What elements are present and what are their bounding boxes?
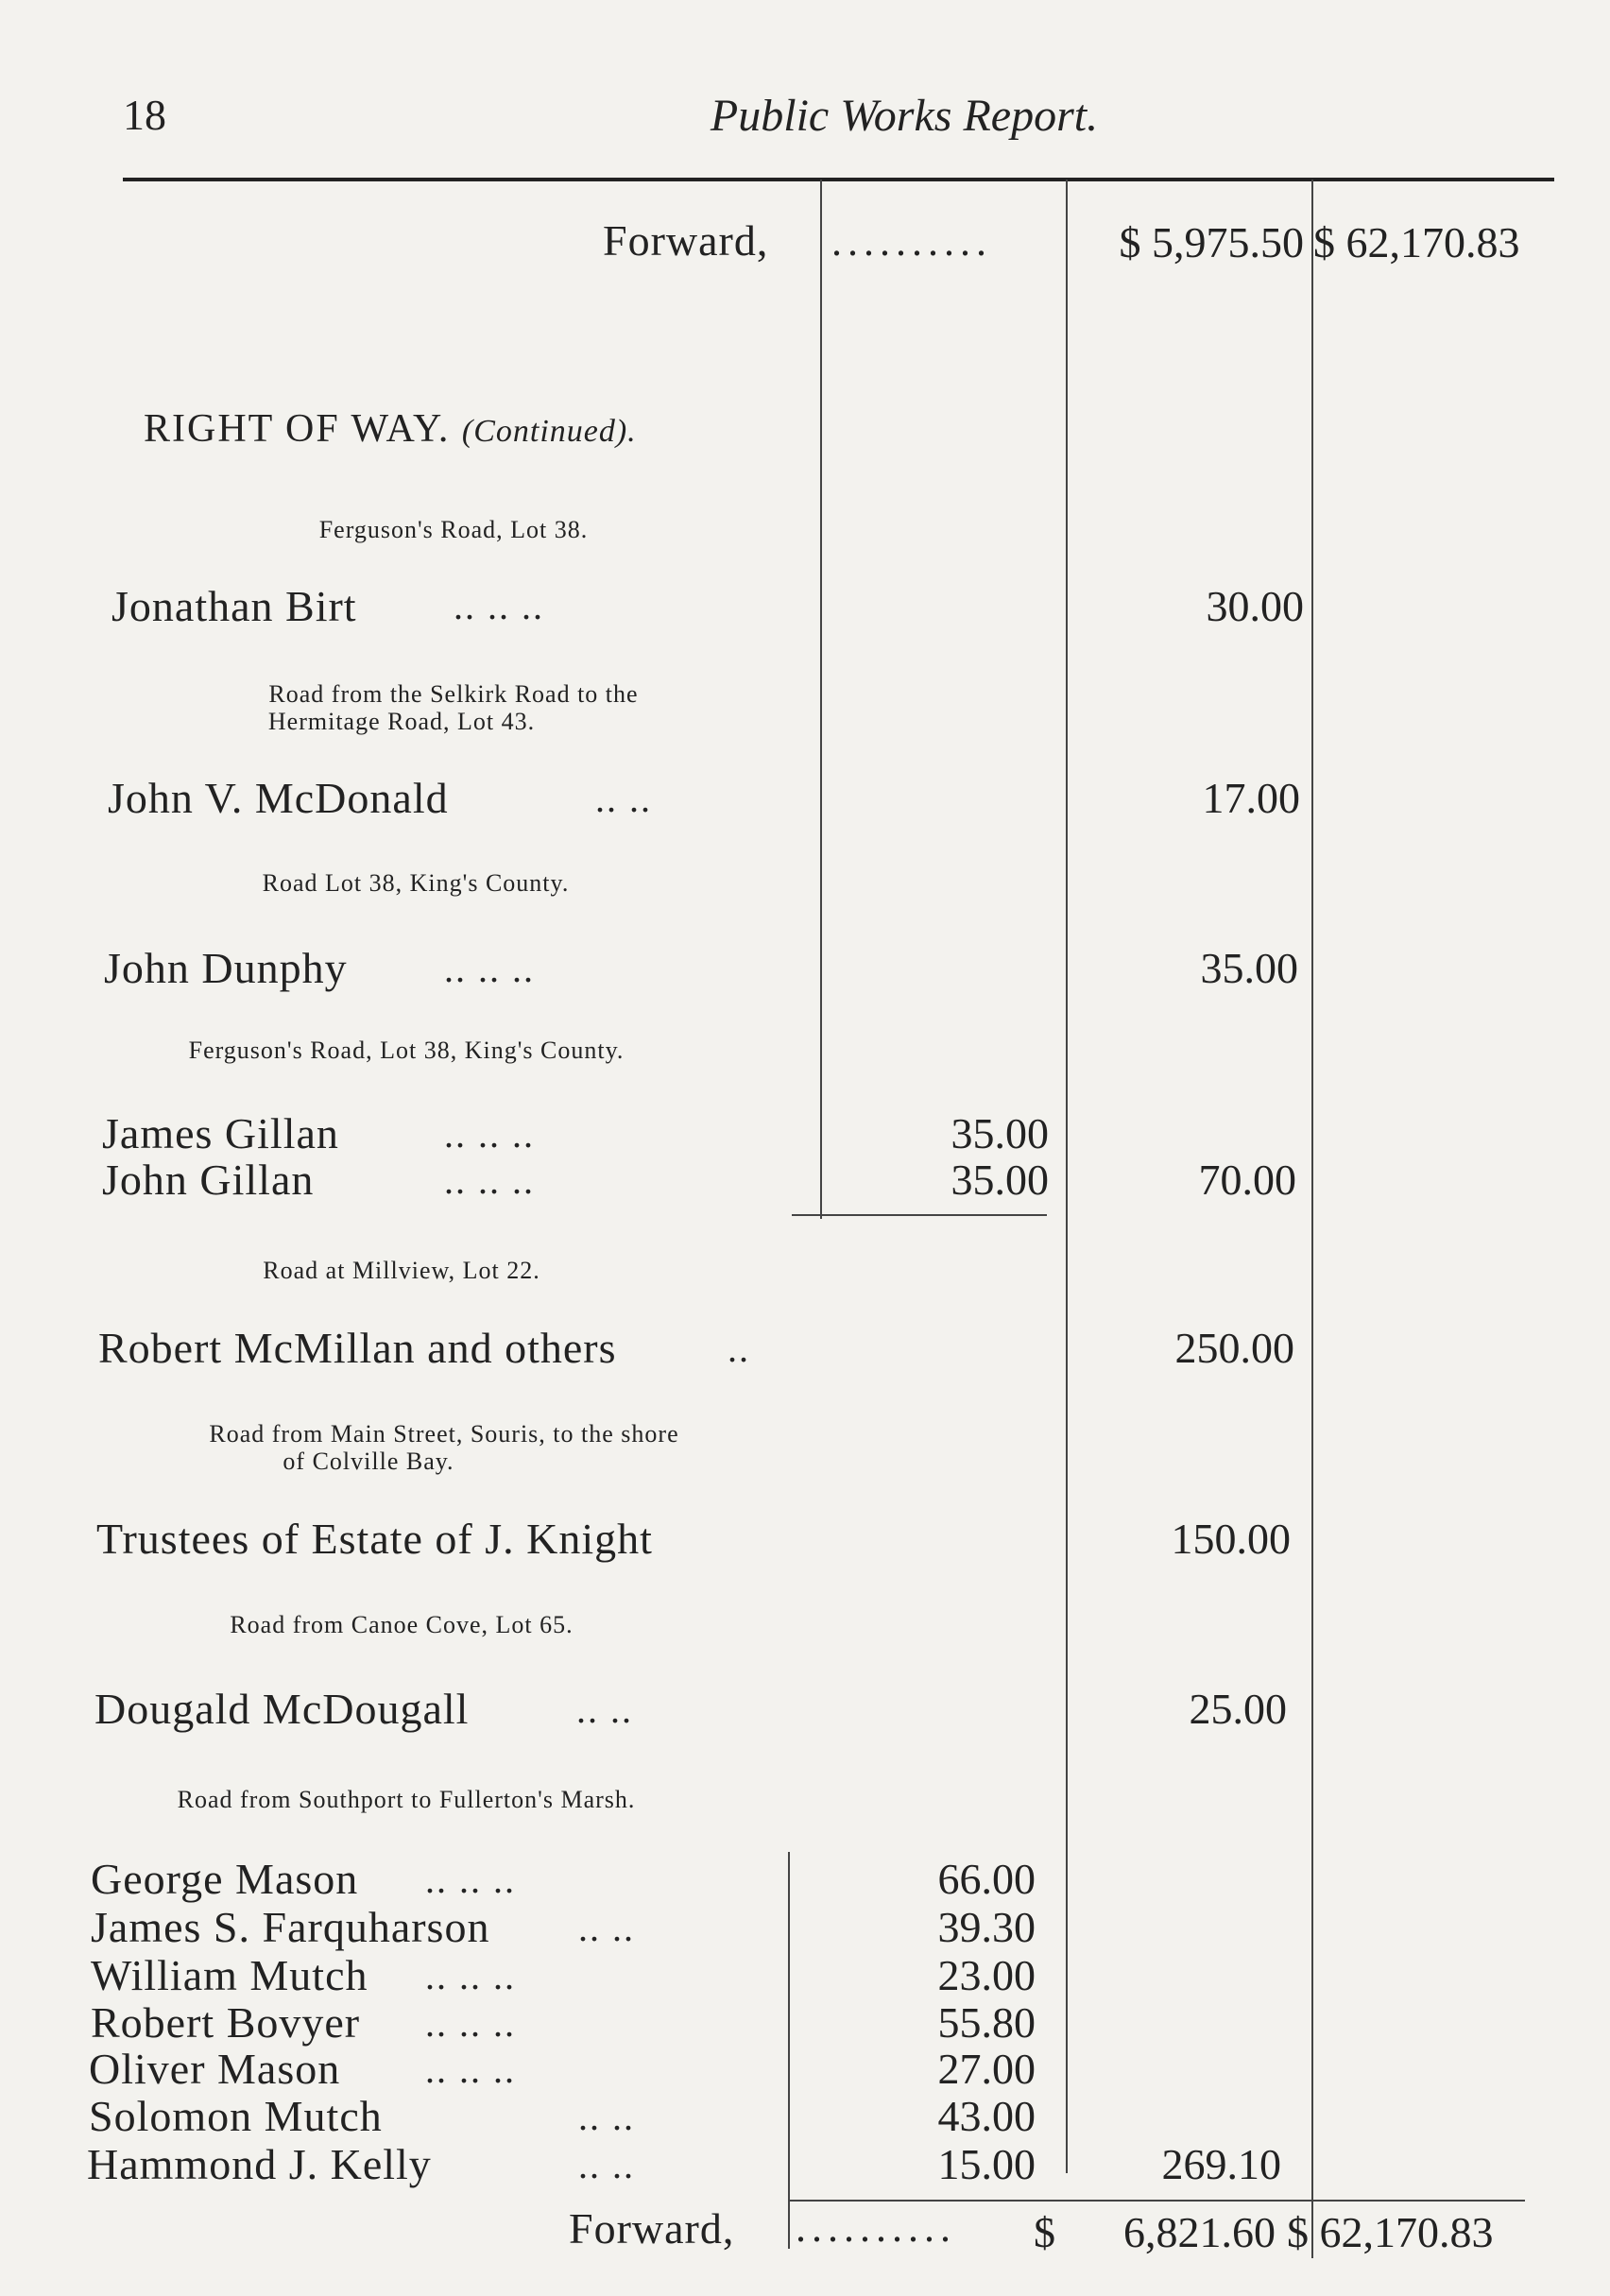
entry-leaders: .. .. <box>595 778 652 820</box>
subtotal-rule <box>792 1214 1047 1216</box>
group-heading-line2: Hermitage Road, Lot 43. <box>267 708 536 735</box>
section-continued: (Continued). <box>461 414 637 449</box>
header-rule <box>123 178 1554 181</box>
group-heading: Road from Canoe Cove, Lot 65. <box>230 1611 574 1638</box>
entry-col1: 15.00 <box>937 2140 1036 2188</box>
forward-label-bottom: Forward, <box>569 2204 735 2253</box>
entry-leaders: .. .. .. <box>444 948 535 990</box>
entry-name: John Gillan <box>102 1156 315 1204</box>
entry-name: Jonathan Birt <box>111 582 357 630</box>
column-rule-1-left-lower <box>788 1852 790 2249</box>
entry-col2: 30.00 <box>1206 582 1304 630</box>
entry-col1: 23.00 <box>937 1951 1036 1999</box>
entry-leaders: .. <box>728 1328 750 1370</box>
forward-col2-top: $ 5,975.50 <box>1119 218 1304 266</box>
forward-col2-bottom: 6,821.60 <box>1123 2208 1276 2256</box>
entry-name: Oliver Mason <box>89 2045 341 2093</box>
section-title <box>144 406 637 452</box>
entry-col2: 70.00 <box>1198 1156 1296 1204</box>
entry-col2: 250.00 <box>1174 1324 1294 1372</box>
column-rule-2-right <box>1311 180 1313 2258</box>
column-rule-1-left <box>820 180 822 1219</box>
group-heading: Ferguson's Road, Lot 38. <box>318 516 589 543</box>
forward-col3-bottom: $ 62,170.83 <box>1287 2208 1494 2256</box>
forward-col3-top: $ 62,170.83 <box>1313 218 1520 266</box>
entry-leaders: .. .. <box>578 2144 635 2186</box>
entry-leaders: .. .. <box>578 1907 635 1949</box>
entry-col2: 17.00 <box>1202 774 1300 822</box>
entry-leaders: .. .. .. <box>425 1955 516 1997</box>
section-title-text: RIGHT OF WAY. <box>144 407 451 451</box>
entry-col2: 150.00 <box>1171 1515 1291 1563</box>
entry-leaders: .. .. <box>578 2096 635 2138</box>
entry-col2: 35.00 <box>1200 944 1298 992</box>
entry-name: Trustees of Estate of J. Knight <box>96 1515 653 1563</box>
entry-leaders: .. .. .. <box>444 1113 535 1156</box>
forward-dots-top: .......... <box>831 218 992 265</box>
group-heading-line2: of Colville Bay. <box>283 1448 454 1475</box>
entry-name: John V. McDonald <box>108 774 449 822</box>
page-number: 18 <box>123 91 166 139</box>
entry-name: Robert Bovyer <box>91 1998 361 2047</box>
group-heading: Road from Southport to Fullerton's Marsh. <box>177 1786 636 1813</box>
entry-col1: 27.00 <box>937 2045 1036 2093</box>
total-rule <box>788 2200 1525 2202</box>
entry-name: George Mason <box>91 1855 359 1903</box>
entry-leaders: .. .. .. <box>444 1159 535 1202</box>
entry-leaders: .. .. .. <box>425 2002 516 2045</box>
entry-col1: 39.30 <box>937 1903 1036 1951</box>
entry-leaders: .. .. .. <box>425 1859 516 1901</box>
entry-leaders: .. .. <box>576 1688 633 1731</box>
entry-name: Solomon Mutch <box>89 2092 383 2140</box>
group-heading: Road at Millview, Lot 22. <box>263 1257 540 1284</box>
entry-name: James S. Farquharson <box>91 1903 490 1951</box>
entry-name: William Mutch <box>91 1951 368 1999</box>
group-heading-line1: Road from the Selkirk Road to the <box>268 680 639 708</box>
entry-name: Dougald McDougall <box>94 1685 470 1733</box>
entry-col1: 43.00 <box>937 2092 1036 2140</box>
entry-leaders: .. .. .. <box>425 2048 516 2091</box>
entry-col1: 35.00 <box>951 1109 1049 1157</box>
entry-name: Hammond J. Kelly <box>87 2140 432 2188</box>
group-heading-line1: Road from Main Street, Souris, to the shore <box>209 1420 679 1448</box>
running-title: Public Works Report. <box>710 91 1099 141</box>
group-heading: Ferguson's Road, Lot 38, King's County. <box>188 1037 625 1064</box>
entry-leaders: .. .. .. <box>454 585 544 627</box>
forward-dollar-bottom: $ <box>1034 2208 1055 2256</box>
entry-col1: 35.00 <box>951 1156 1049 1204</box>
entry-name: Robert McMillan and others <box>98 1324 617 1372</box>
entry-name: James Gillan <box>102 1109 339 1157</box>
group-heading: Road Lot 38, King's County. <box>262 869 570 897</box>
entry-col2: 269.10 <box>1161 2140 1281 2188</box>
forward-dots-bottom: .......... <box>796 2204 956 2251</box>
entry-col1: 66.00 <box>937 1855 1036 1903</box>
entry-col1: 55.80 <box>937 1998 1036 2047</box>
entry-col2: 25.00 <box>1189 1685 1287 1733</box>
entry-name: John Dunphy <box>104 944 348 992</box>
forward-label-top: Forward, <box>603 216 769 265</box>
column-rule-1-right <box>1066 180 1068 2173</box>
